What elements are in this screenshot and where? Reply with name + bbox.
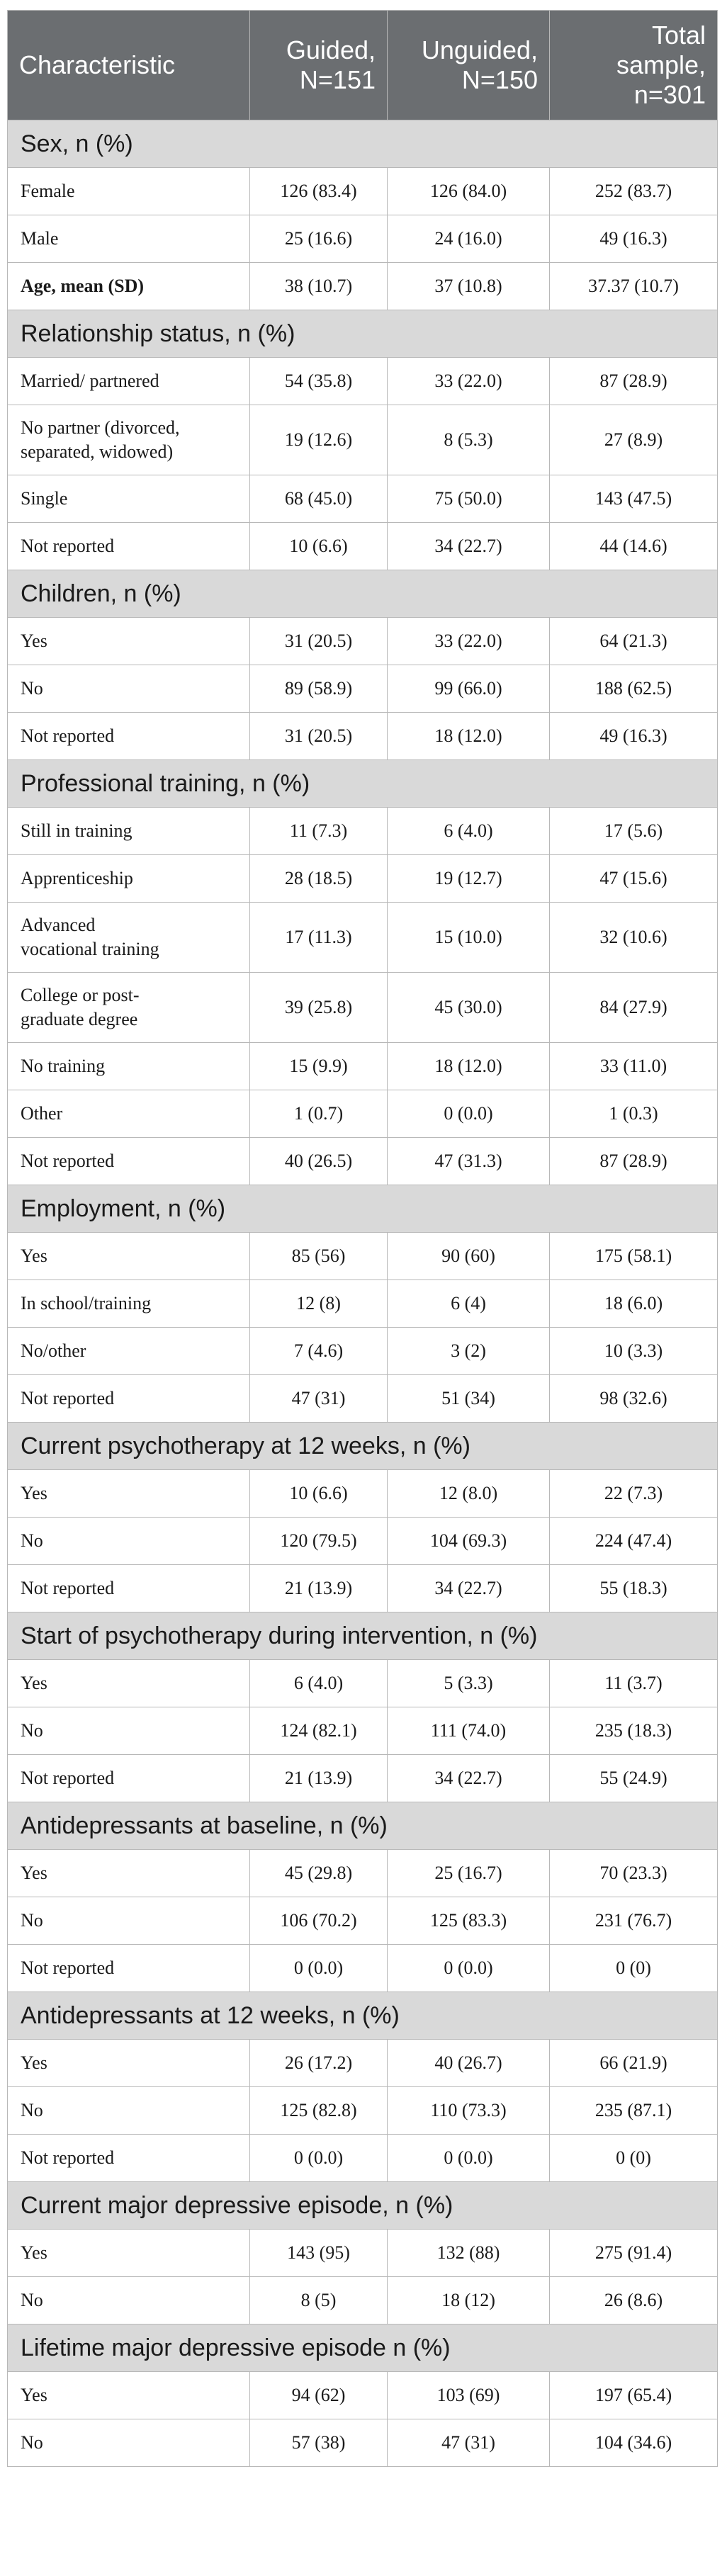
cell-guided: 47 (31) (250, 1375, 388, 1423)
cell-total: 224 (47.4) (550, 1518, 718, 1565)
cell-unguided: 37 (10.8) (388, 263, 550, 310)
cell-total: 98 (32.6) (550, 1375, 718, 1423)
row-label: No (8, 665, 250, 713)
cell-guided: 124 (82.1) (250, 1707, 388, 1755)
cell-guided: 26 (17.2) (250, 2040, 388, 2087)
table-row (8, 168, 718, 215)
cell-unguided: 99 (66.0) (388, 665, 550, 713)
row-label-line2: graduate degree (21, 1009, 138, 1029)
cell-unguided: 25 (16.7) (388, 1850, 550, 1897)
header-row (8, 11, 718, 120)
section-title: Professional training, n (%) (8, 760, 718, 808)
cell-total: 275 (91.4) (550, 2230, 718, 2277)
table-row (8, 2277, 718, 2324)
row-label: Not reported (8, 713, 250, 760)
cell-guided: 6 (4.0) (250, 1660, 388, 1707)
cell-total: 55 (18.3) (550, 1565, 718, 1612)
cell-guided: 15 (9.9) (250, 1043, 388, 1090)
row-label: Not reported (8, 1375, 250, 1423)
row-label: Yes (8, 2372, 250, 2419)
row-label (8, 405, 250, 475)
cell-guided: 1 (0.7) (250, 1090, 388, 1138)
table-row (8, 1565, 718, 1612)
row-label: Not reported (8, 1138, 250, 1185)
cell-guided: 17 (11.3) (250, 903, 388, 973)
row-label: Yes (8, 2040, 250, 2087)
header-guided (250, 11, 388, 120)
cell-total: 87 (28.9) (550, 1138, 718, 1185)
table-row (8, 215, 718, 263)
cell-guided: 8 (5) (250, 2277, 388, 2324)
section-header-row (8, 1992, 718, 2040)
cell-unguided: 51 (34) (388, 1375, 550, 1423)
cell-total: 143 (47.5) (550, 475, 718, 523)
cell-unguided: 132 (88) (388, 2230, 550, 2277)
cell-total: 47 (15.6) (550, 855, 718, 903)
row-label-line1: No partner (divorced, (21, 417, 180, 438)
cell-guided: 57 (38) (250, 2419, 388, 2467)
cell-guided: 11 (7.3) (250, 808, 388, 855)
cell-unguided: 125 (83.3) (388, 1897, 550, 1945)
cell-unguided: 33 (22.0) (388, 358, 550, 405)
section-title: Start of psychotherapy during intervention, n (%) (8, 1612, 718, 1660)
cell-total: 197 (65.4) (550, 2372, 718, 2419)
header-total-line1: Total (651, 21, 706, 50)
cell-guided: 25 (16.6) (250, 215, 388, 263)
row-label: No (8, 1518, 250, 1565)
cell-total: 104 (34.6) (550, 2419, 718, 2467)
table-row (8, 358, 718, 405)
section-header-row (8, 2324, 718, 2372)
row-label (8, 903, 250, 973)
row-label: Not reported (8, 1945, 250, 1992)
cell-total: 252 (83.7) (550, 168, 718, 215)
table-row (8, 1233, 718, 1280)
cell-guided: 85 (56) (250, 1233, 388, 1280)
cell-guided: 21 (13.9) (250, 1565, 388, 1612)
table-row (8, 1945, 718, 1992)
row-label: Other (8, 1090, 250, 1138)
cell-total: 235 (87.1) (550, 2087, 718, 2135)
cell-guided: 68 (45.0) (250, 475, 388, 523)
table-row (8, 903, 718, 973)
header-characteristic (8, 11, 250, 120)
table-row (8, 475, 718, 523)
cell-total: 0 (0) (550, 1945, 718, 1992)
table-row (8, 973, 718, 1043)
cell-guided: 125 (82.8) (250, 2087, 388, 2135)
cell-guided: 10 (6.6) (250, 523, 388, 570)
cell-guided: 31 (20.5) (250, 618, 388, 665)
header-characteristic-text: Characteristic (19, 50, 176, 79)
cell-guided: 45 (29.8) (250, 1850, 388, 1897)
table-row (8, 1897, 718, 1945)
cell-total: 66 (21.9) (550, 2040, 718, 2087)
cell-total: 84 (27.9) (550, 973, 718, 1043)
row-label-line2: separated, widowed) (21, 441, 174, 462)
table-row (8, 665, 718, 713)
cell-guided: 31 (20.5) (250, 713, 388, 760)
row-label: No (8, 2277, 250, 2324)
table-row (8, 1328, 718, 1375)
row-label: No (8, 1897, 250, 1945)
header-total-line2: sample, (616, 50, 706, 79)
table-row (8, 1138, 718, 1185)
cell-guided: 19 (12.6) (250, 405, 388, 475)
table-row (8, 2087, 718, 2135)
row-label: Yes (8, 1233, 250, 1280)
header-unguided (388, 11, 550, 120)
table-row (8, 1470, 718, 1518)
cell-unguided: 34 (22.7) (388, 1755, 550, 1802)
cell-unguided: 34 (22.7) (388, 1565, 550, 1612)
table-row (8, 2135, 718, 2182)
cell-guided: 0 (0.0) (250, 2135, 388, 2182)
cell-unguided: 0 (0.0) (388, 2135, 550, 2182)
row-label: Not reported (8, 1755, 250, 1802)
cell-unguided: 103 (69) (388, 2372, 550, 2419)
cell-unguided: 75 (50.0) (388, 475, 550, 523)
table-header (8, 11, 718, 120)
header-unguided-line1: Unguided, (421, 35, 538, 64)
table-row (8, 2040, 718, 2087)
table-row (8, 1043, 718, 1090)
cell-unguided: 24 (16.0) (388, 215, 550, 263)
table-row (8, 1850, 718, 1897)
section-header-row (8, 120, 718, 168)
cell-guided: 54 (35.8) (250, 358, 388, 405)
cell-unguided: 47 (31.3) (388, 1138, 550, 1185)
cell-unguided: 45 (30.0) (388, 973, 550, 1043)
row-label: No training (8, 1043, 250, 1090)
cell-guided: 7 (4.6) (250, 1328, 388, 1375)
cell-total: 70 (23.3) (550, 1850, 718, 1897)
cell-unguided: 15 (10.0) (388, 903, 550, 973)
cell-total: 0 (0) (550, 2135, 718, 2182)
table-row (8, 1707, 718, 1755)
cell-unguided: 111 (74.0) (388, 1707, 550, 1755)
row-label: Yes (8, 1470, 250, 1518)
cell-total: 18 (6.0) (550, 1280, 718, 1328)
table-row (8, 405, 718, 475)
table-row (8, 713, 718, 760)
cell-total: 17 (5.6) (550, 808, 718, 855)
table-row (8, 618, 718, 665)
table-row (8, 2372, 718, 2419)
row-label: Apprenticeship (8, 855, 250, 903)
row-label: Not reported (8, 2135, 250, 2182)
row-label: Female (8, 168, 250, 215)
cell-total: 175 (58.1) (550, 1233, 718, 1280)
table-row (8, 1280, 718, 1328)
cell-guided: 28 (18.5) (250, 855, 388, 903)
cell-unguided: 19 (12.7) (388, 855, 550, 903)
section-header-row (8, 570, 718, 618)
section-title: Antidepressants at 12 weeks, n (%) (8, 1992, 718, 2040)
row-label-line1: College or post- (21, 985, 140, 1005)
table-row (8, 1755, 718, 1802)
cell-total: 188 (62.5) (550, 665, 718, 713)
cell-unguided: 6 (4) (388, 1280, 550, 1328)
cell-unguided: 110 (73.3) (388, 2087, 550, 2135)
cell-unguided: 8 (5.3) (388, 405, 550, 475)
cell-guided: 120 (79.5) (250, 1518, 388, 1565)
table-row (8, 523, 718, 570)
row-label: In school/training (8, 1280, 250, 1328)
row-label: No/other (8, 1328, 250, 1375)
cell-total: 44 (14.6) (550, 523, 718, 570)
cell-total: 11 (3.7) (550, 1660, 718, 1707)
row-label-line1: Advanced (21, 915, 96, 935)
cell-guided: 38 (10.7) (250, 263, 388, 310)
row-label: No (8, 2419, 250, 2467)
row-label-line2: vocational training (21, 939, 159, 959)
cell-unguided: 47 (31) (388, 2419, 550, 2467)
cell-total: 37.37 (10.7) (550, 263, 718, 310)
row-label: Single (8, 475, 250, 523)
section-title: Children, n (%) (8, 570, 718, 618)
section-header-row (8, 760, 718, 808)
cell-guided: 143 (95) (250, 2230, 388, 2277)
cell-guided: 21 (13.9) (250, 1755, 388, 1802)
cell-guided: 94 (62) (250, 2372, 388, 2419)
row-label: Yes (8, 2230, 250, 2277)
cell-unguided: 18 (12.0) (388, 1043, 550, 1090)
cell-unguided: 18 (12.0) (388, 713, 550, 760)
cell-total: 26 (8.6) (550, 2277, 718, 2324)
table-row (8, 855, 718, 903)
cell-guided: 39 (25.8) (250, 973, 388, 1043)
table-row (8, 1660, 718, 1707)
cell-guided: 12 (8) (250, 1280, 388, 1328)
section-header-row (8, 1802, 718, 1850)
row-label: No (8, 2087, 250, 2135)
row-label: Age, mean (SD) (8, 263, 250, 310)
table-row (8, 2230, 718, 2277)
header-unguided-line2: N=150 (461, 65, 538, 94)
cell-unguided: 12 (8.0) (388, 1470, 550, 1518)
cell-guided: 0 (0.0) (250, 1945, 388, 1992)
section-title: Relationship status, n (%) (8, 310, 718, 358)
table-body (8, 120, 718, 2467)
row-label: No (8, 1707, 250, 1755)
row-label: Male (8, 215, 250, 263)
row-label: Not reported (8, 1565, 250, 1612)
cell-guided: 126 (83.4) (250, 168, 388, 215)
cell-unguided: 0 (0.0) (388, 1945, 550, 1992)
row-label: Not reported (8, 523, 250, 570)
cell-unguided: 5 (3.3) (388, 1660, 550, 1707)
section-title: Employment, n (%) (8, 1185, 718, 1233)
table-row (8, 808, 718, 855)
demographics-table (7, 10, 718, 2467)
cell-guided: 10 (6.6) (250, 1470, 388, 1518)
row-label: Yes (8, 1850, 250, 1897)
cell-total: 10 (3.3) (550, 1328, 718, 1375)
cell-total: 49 (16.3) (550, 713, 718, 760)
cell-unguided: 18 (12) (388, 2277, 550, 2324)
cell-total: 87 (28.9) (550, 358, 718, 405)
row-label: Married/ partnered (8, 358, 250, 405)
cell-total: 22 (7.3) (550, 1470, 718, 1518)
cell-unguided: 3 (2) (388, 1328, 550, 1375)
section-header-row (8, 1185, 718, 1233)
section-title: Sex, n (%) (8, 120, 718, 168)
cell-unguided: 33 (22.0) (388, 618, 550, 665)
table-row (8, 2419, 718, 2467)
cell-unguided: 104 (69.3) (388, 1518, 550, 1565)
section-header-row (8, 2182, 718, 2230)
table-row (8, 1518, 718, 1565)
cell-total: 64 (21.3) (550, 618, 718, 665)
header-total-line3: n=301 (633, 80, 706, 109)
section-title: Current psychotherapy at 12 weeks, n (%) (8, 1423, 718, 1470)
section-title: Lifetime major depressive episode n (%) (8, 2324, 718, 2372)
cell-total: 55 (24.9) (550, 1755, 718, 1802)
section-header-row (8, 1423, 718, 1470)
table-row (8, 1375, 718, 1423)
section-title: Current major depressive episode, n (%) (8, 2182, 718, 2230)
cell-total: 235 (18.3) (550, 1707, 718, 1755)
cell-guided: 89 (58.9) (250, 665, 388, 713)
header-guided-line2: N=151 (299, 65, 376, 94)
cell-total: 1 (0.3) (550, 1090, 718, 1138)
section-header-row (8, 310, 718, 358)
row-label: Still in training (8, 808, 250, 855)
header-guided-line1: Guided, (286, 35, 376, 64)
cell-total: 231 (76.7) (550, 1897, 718, 1945)
cell-guided: 106 (70.2) (250, 1897, 388, 1945)
cell-unguided: 6 (4.0) (388, 808, 550, 855)
cell-unguided: 126 (84.0) (388, 168, 550, 215)
cell-unguided: 40 (26.7) (388, 2040, 550, 2087)
table-row (8, 1090, 718, 1138)
cell-total: 27 (8.9) (550, 405, 718, 475)
section-title: Antidepressants at baseline, n (%) (8, 1802, 718, 1850)
table-row (8, 263, 718, 310)
cell-unguided: 0 (0.0) (388, 1090, 550, 1138)
row-label (8, 973, 250, 1043)
cell-total: 33 (11.0) (550, 1043, 718, 1090)
cell-total: 32 (10.6) (550, 903, 718, 973)
row-label: Yes (8, 1660, 250, 1707)
header-total (550, 11, 718, 120)
section-header-row (8, 1612, 718, 1660)
cell-unguided: 34 (22.7) (388, 523, 550, 570)
row-label: Yes (8, 618, 250, 665)
cell-total: 49 (16.3) (550, 215, 718, 263)
cell-guided: 40 (26.5) (250, 1138, 388, 1185)
cell-unguided: 90 (60) (388, 1233, 550, 1280)
